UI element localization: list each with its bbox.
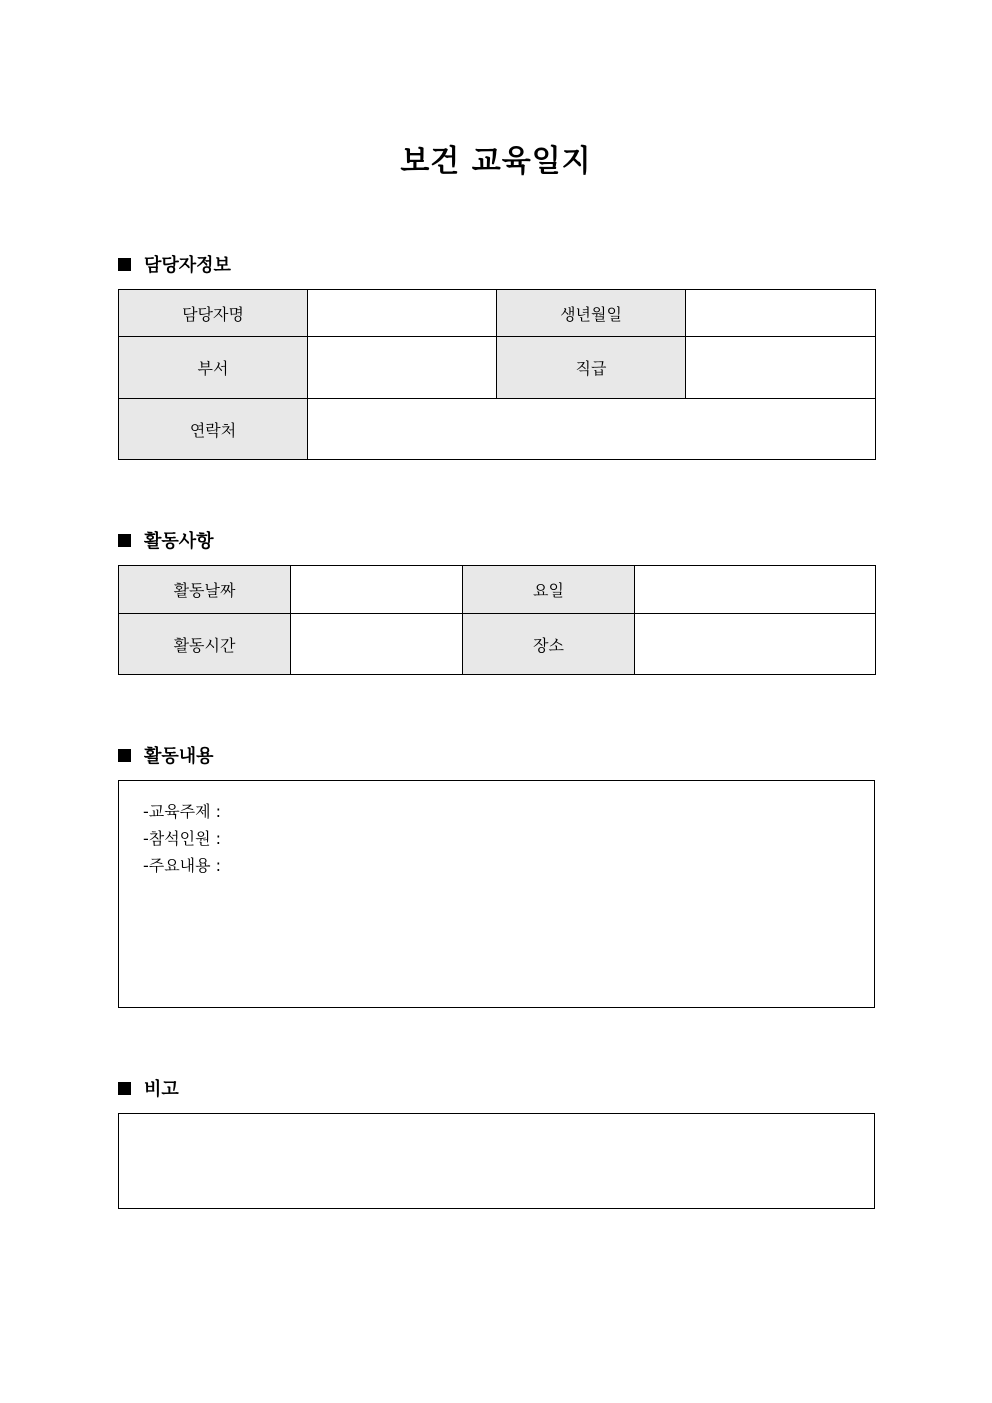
section-title-remarks: 비고 <box>144 1079 179 1100</box>
weekday-field[interactable] <box>635 566 876 614</box>
remarks-box[interactable] <box>118 1113 875 1209</box>
section-heading-content <box>118 742 214 768</box>
activity-date-label: 활동날짜 <box>119 566 291 614</box>
main-content-line: -주요내용 : <box>143 856 222 875</box>
activity-time-field[interactable] <box>291 614 463 675</box>
manager-info-table <box>118 289 876 460</box>
square-bullet-icon <box>118 1082 131 1095</box>
section-title-content: 활동내용 <box>144 746 214 767</box>
department-label: 부서 <box>119 337 308 399</box>
attendees-line: -참석인원 : <box>143 829 222 848</box>
weekday-label: 요일 <box>463 566 635 614</box>
birthdate-label: 생년월일 <box>497 290 686 337</box>
education-topic-line: -교육주제 : <box>143 802 222 821</box>
place-field[interactable] <box>635 614 876 675</box>
rank-field[interactable] <box>686 337 876 399</box>
section-title-manager: 담당자정보 <box>144 255 231 276</box>
activity-date-field[interactable] <box>291 566 463 614</box>
square-bullet-icon <box>118 749 131 762</box>
contact-label: 연락처 <box>119 399 308 460</box>
contact-field[interactable] <box>308 399 876 460</box>
manager-name-field[interactable] <box>308 290 497 337</box>
birthdate-field[interactable] <box>686 290 876 337</box>
page-title: 보건 교육일지 <box>400 144 592 179</box>
manager-name-label: 담당자명 <box>119 290 308 337</box>
department-field[interactable] <box>308 337 497 399</box>
activity-info-table <box>118 565 876 675</box>
activity-time-label: 활동시간 <box>119 614 291 675</box>
square-bullet-icon <box>118 534 131 547</box>
place-label: 장소 <box>463 614 635 675</box>
activity-content-box[interactable] <box>118 780 875 1008</box>
section-heading-activity <box>118 527 214 553</box>
square-bullet-icon <box>118 258 131 271</box>
rank-label: 직급 <box>497 337 686 399</box>
section-title-activity: 활동사항 <box>144 531 214 552</box>
section-heading-manager <box>118 251 231 277</box>
section-heading-remarks <box>118 1075 179 1101</box>
